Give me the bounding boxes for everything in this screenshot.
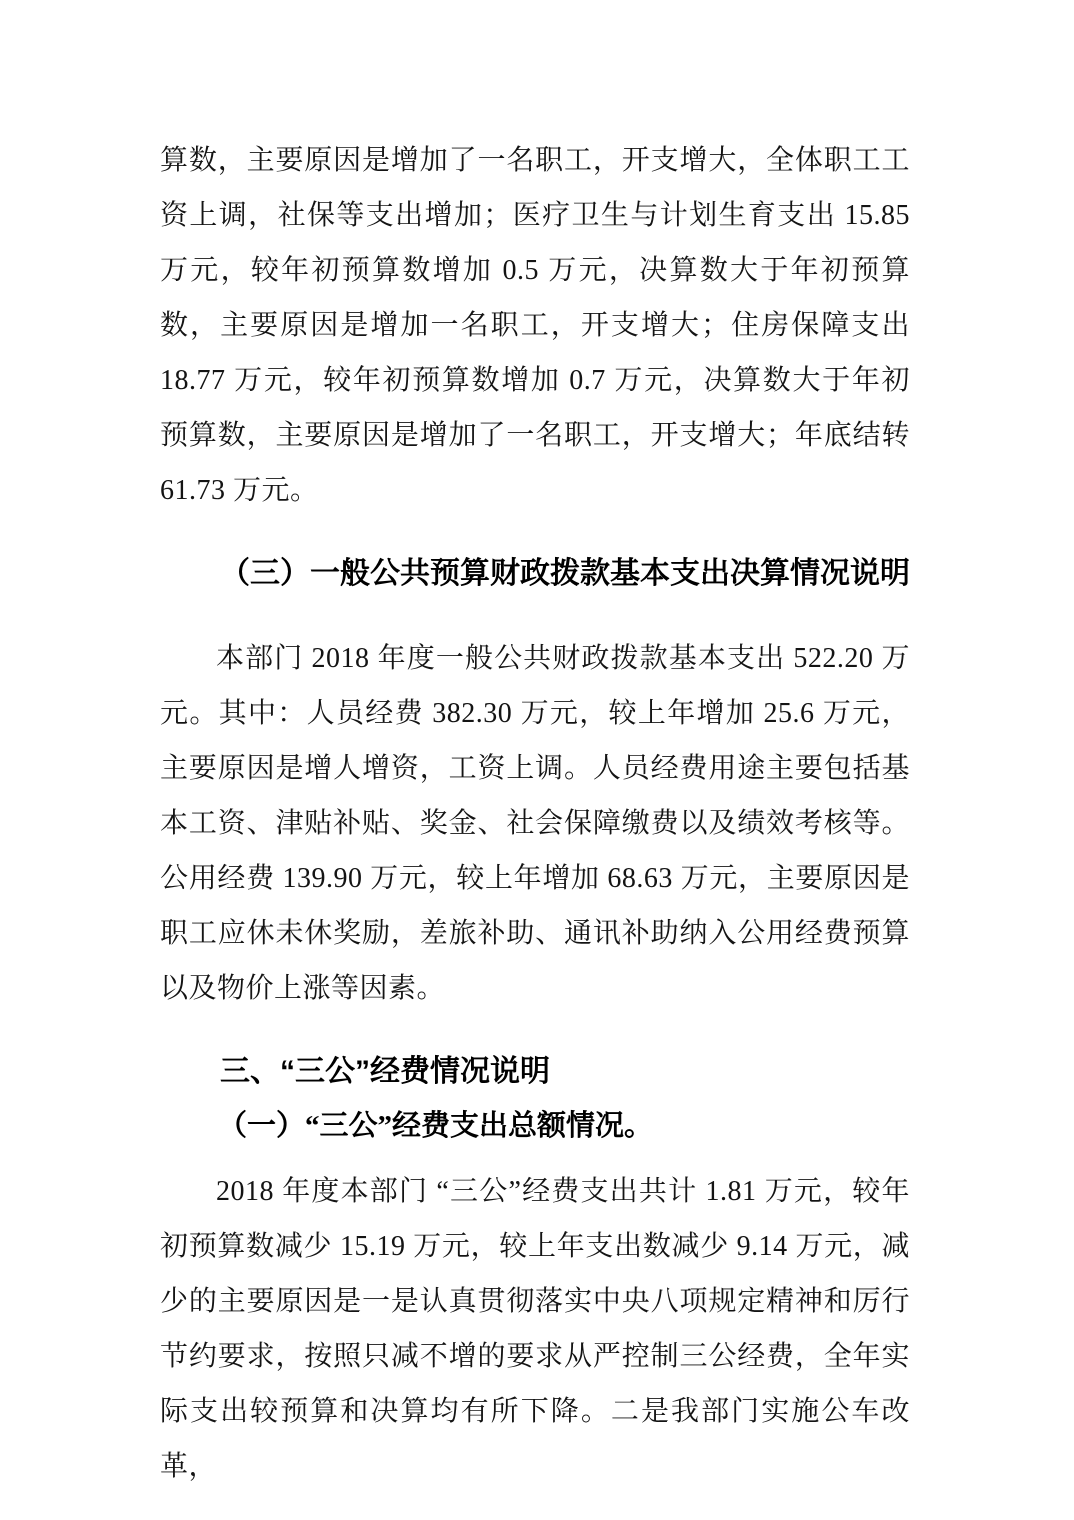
heading-three-public-funds: 三、“三公”经费情况说明 <box>220 1055 550 1088</box>
paragraph-basic-expenditure-detail: 本部门 2018 年度一般公共财政拨款基本支出 522.20 万元。其中：人员经费 382.30 万元，较上年增加 25.6 万元，主要原因是增人增资，工资上调。人员经费用途主要包括基本工资、津贴补贴、奖金、社会保障缴费以及绩效考核等。公用经费 139.90 万元，较上年增加 68.63 万元，主要原因是职工应休未休奖励，差旅补助、通讯补助纳入公用经费预算以及物价上涨等因素。 <box>160 643 910 1004</box>
subheading-three-public-total: （一）“三公”经费支出总额情况。 <box>218 1110 654 1142</box>
heading-basic-expenditure-explanation: （三）一般公共预算财政拨款基本支出决算情况说明 <box>220 557 910 590</box>
paragraph-budget-comparison-continuation: 算数，主要原因是增加了一名职工，开支增大，全体职工工资上调，社保等支出增加；医疗卫生与计划生育支出 15.85 万元，较年初预算数增加 0.5 万元，决算数大于年初预算数，主要原因是增加一名职工，开支增大；住房保障支出 18.77 万元，较年初预算数增加 0.7 万元，决算数大于年初预算数，主要原因是增加了一名职工，开支增大；年底结转 61.73 万元。 <box>160 145 910 506</box>
paragraph-three-public-expenditure: 2018 年度本部门 “三公”经费支出共计 1.81 万元，较年初预算数减少 15.19 万元，较上年支出数减少 9.14 万元，减少的主要原因是一是认真贯彻落实中央八项规定精神和厉行节约要求，按照只减不增的要求从严控制三公经费，全年实际支出较预算和决算均有所下降。二是我部门实施公车改革， <box>160 1176 910 1482</box>
